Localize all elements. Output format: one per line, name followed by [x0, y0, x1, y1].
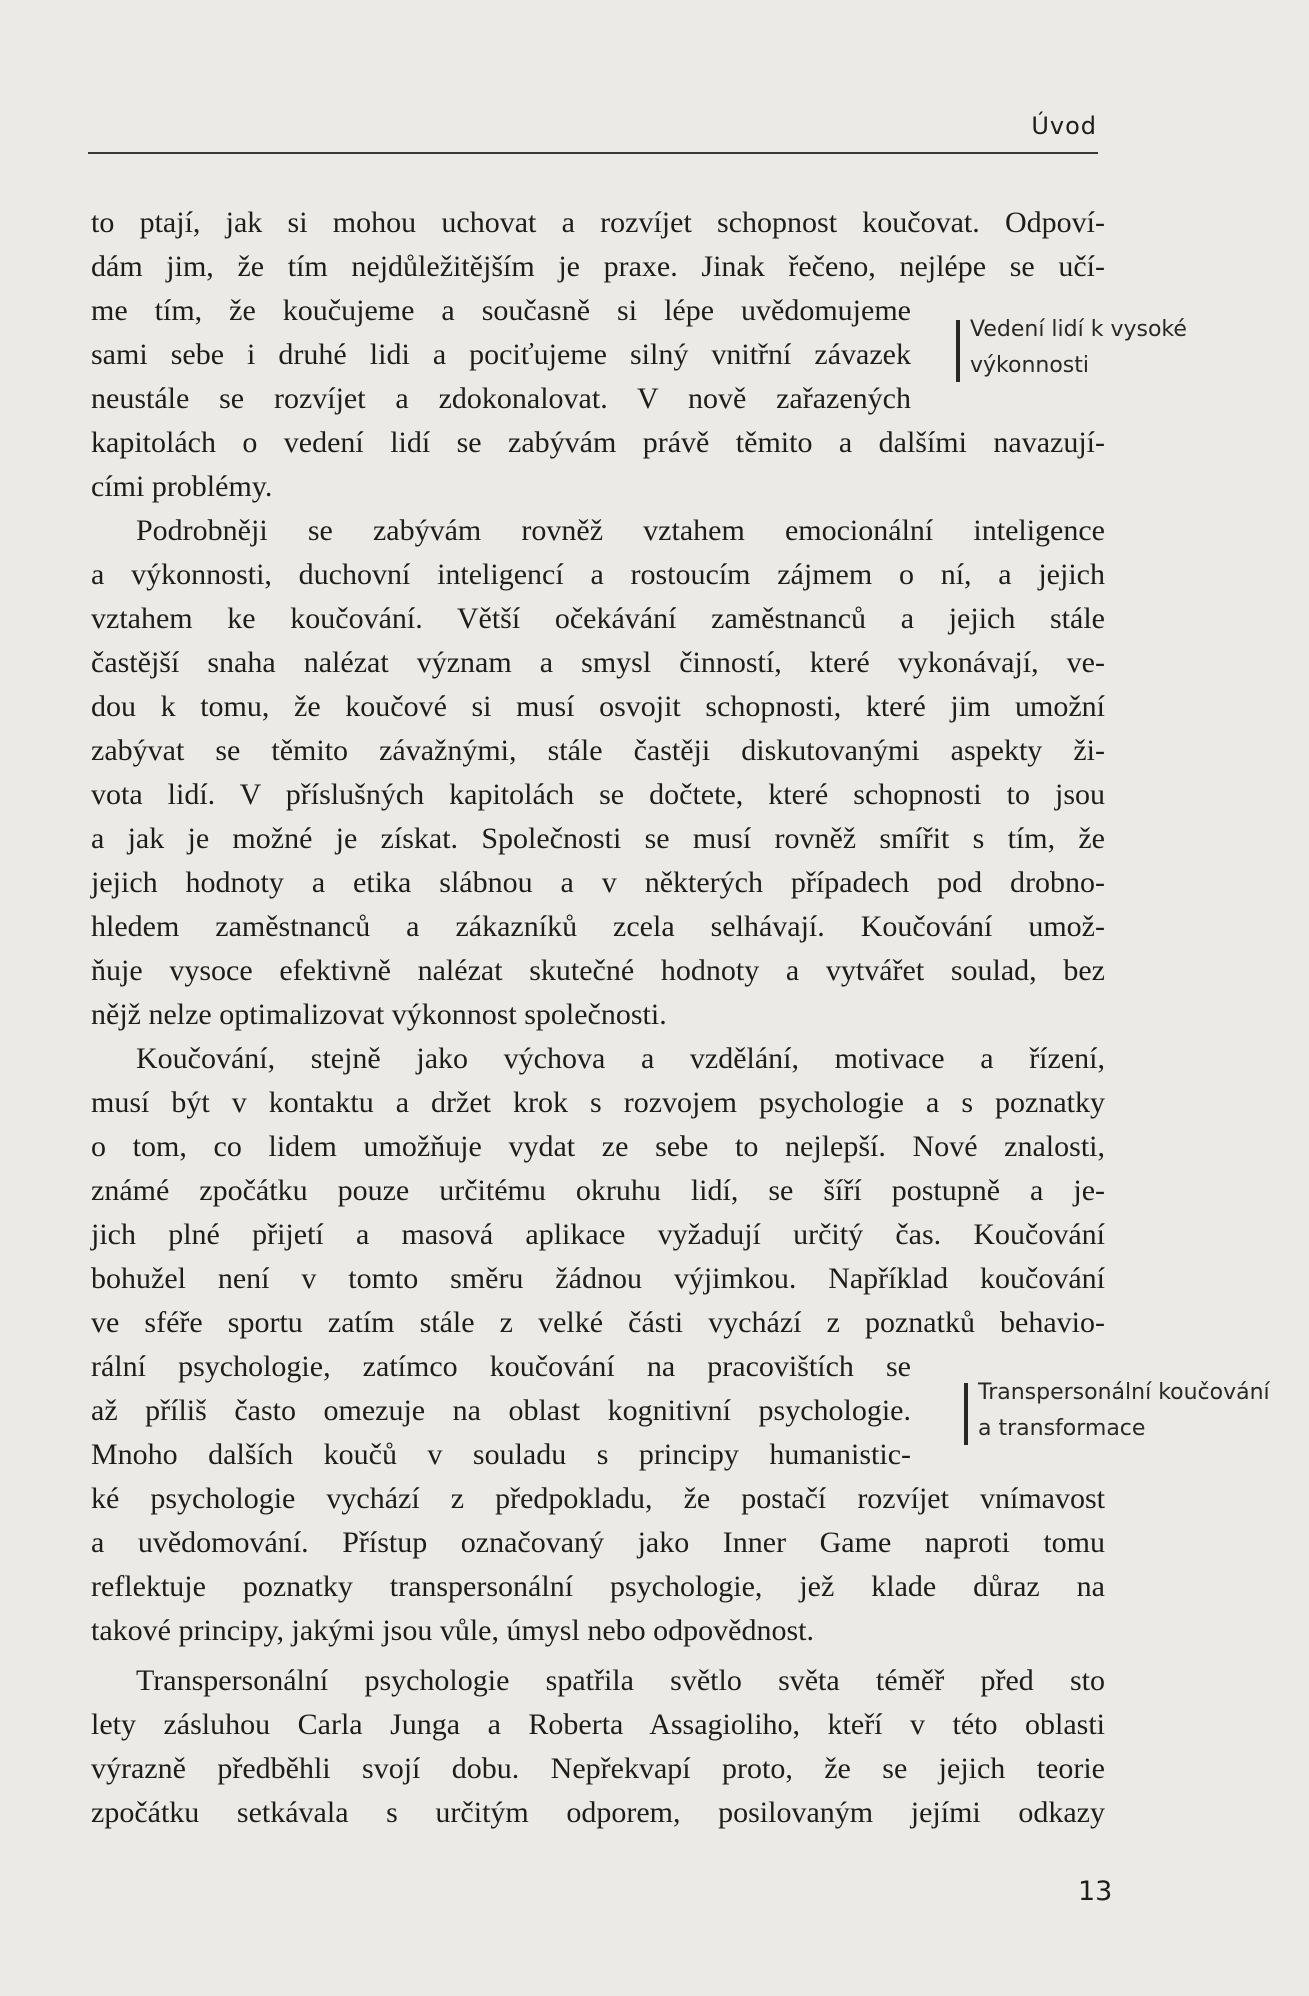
text-line: to ptají, jak si mohou uchovat a rozvíjet schopnost koučovat. Odpoví-	[91, 206, 1105, 239]
margin-note-transpersonal	[978, 1375, 1270, 1447]
text-line: neustále se rozvíjet a zdokonalovat. V nově zařazených	[91, 382, 911, 415]
text-line: o tom, co lidem umožňuje vydat ze sebe to nejlepší. Nové znalosti,	[91, 1130, 1105, 1163]
text-line: reflektuje poznatky transpersonální psychologie, jež klade důraz na	[91, 1570, 1105, 1603]
text-line: jich plné přijetí a masová aplikace vyžadují určitý čas. Koučování	[91, 1218, 1105, 1251]
text-line: vota lidí. V příslušných kapitolách se dočtete, které schopnosti to jsou	[91, 778, 1105, 811]
text-line: a uvědomování. Přístup označovaný jako Inner Game naproti tomu	[91, 1526, 1105, 1559]
text-line: ké psychologie vychází z předpokladu, že postačí rozvíjet vnímavost	[91, 1482, 1105, 1515]
margin-note-line: Transpersonální koučování	[978, 1380, 1270, 1405]
paragraph-first-line: Podrobněji se zabývám rovněž vztahem emocionální inteligence	[136, 514, 1105, 547]
text-line: a jak je možné je získat. Společnosti se musí rovněž smířit s tím, že	[91, 822, 1105, 855]
margin-note-line: a transformace	[978, 1416, 1146, 1441]
paragraph-first-line: Koučování, stejně jako výchova a vzdělání, motivace a řízení,	[136, 1042, 1105, 1075]
text-line: ve sféře sportu zatím stále z velké části vychází z poznatků behavio-	[91, 1306, 1105, 1339]
margin-note-line: výkonnosti	[970, 353, 1090, 378]
text-line: rální psychologie, zatímco koučování na pracovištích se	[91, 1350, 911, 1383]
text-line: vztahem ke koučování. Větší očekávání zaměstnanců a jejich stále	[91, 602, 1105, 635]
text-line: hledem zaměstnanců a zákazníků zcela selhávají. Koučování umož-	[91, 910, 1105, 943]
text-line: takové principy, jakými jsou vůle, úmysl nebo odpovědnost.	[91, 1614, 814, 1647]
header-rule	[88, 152, 1098, 154]
text-line: musí být v kontaktu a držet krok s rozvojem psychologie a s poznatky	[91, 1086, 1105, 1119]
margin-note-bar	[956, 320, 960, 382]
page-number: 13	[1078, 1876, 1113, 1907]
text-line: jejich hodnoty a etika slábnou a v některých případech pod drobno-	[91, 866, 1105, 899]
text-line: bohužel není v tomto směru žádnou výjimkou. Například koučování	[91, 1262, 1105, 1295]
text-line: ňuje vysoce efektivně nalézat skutečné hodnoty a vytvářet soulad, bez	[91, 954, 1105, 987]
text-line: zpočátku setkávala s určitým odporem, posilovaným jejími odkazy	[91, 1796, 1105, 1829]
text-line: kapitolách o vedení lidí se zabývám právě těmito a dalšími navazují-	[91, 426, 1105, 459]
paragraph-first-line: Transpersonální psychologie spatřila světlo světa téměř před sto	[136, 1664, 1105, 1697]
text-line: zabývat se těmito závažnými, stále častěji diskutovanými aspekty ži-	[91, 734, 1105, 767]
margin-note-bar	[964, 1383, 968, 1445]
text-line: dám jim, že tím nejdůležitějším je praxe. Jinak řečeno, nejlépe se učí-	[91, 250, 1105, 283]
text-line: me tím, že koučujeme a současně si lépe uvědomujeme	[91, 294, 911, 327]
text-line: až příliš často omezuje na oblast kognitivní psychologie.	[91, 1394, 911, 1427]
text-line: cími problémy.	[91, 470, 273, 503]
margin-note-line: Vedení lidí k vysoké	[970, 317, 1187, 342]
text-line: a výkonnosti, duchovní inteligencí a rostoucím zájmem o ní, a jejich	[91, 558, 1105, 591]
text-line: lety zásluhou Carla Junga a Roberta Assagioliho, kteří v této oblasti	[91, 1708, 1105, 1741]
text-line: dou k tomu, že koučové si musí osvojit schopnosti, které jim umožní	[91, 690, 1105, 723]
text-line: výrazně předběhli svojí dobu. Nepřekvapí proto, že se jejich teorie	[91, 1752, 1105, 1785]
text-line: Mnoho dalších koučů v souladu s principy humanistic-	[91, 1438, 911, 1471]
text-line: nějž nelze optimalizovat výkonnost společnosti.	[91, 998, 667, 1031]
text-line: známé zpočátku pouze určitému okruhu lidí, se šíří postupně a je-	[91, 1174, 1105, 1207]
margin-note-leadership	[970, 312, 1187, 384]
text-line: častější snaha nalézat význam a smysl činností, které vykonávají, ve-	[91, 646, 1105, 679]
text-line: sami sebe i druhé lidi a pociťujeme silný vnitřní závazek	[91, 338, 911, 371]
running-header: Úvod	[1031, 112, 1097, 140]
